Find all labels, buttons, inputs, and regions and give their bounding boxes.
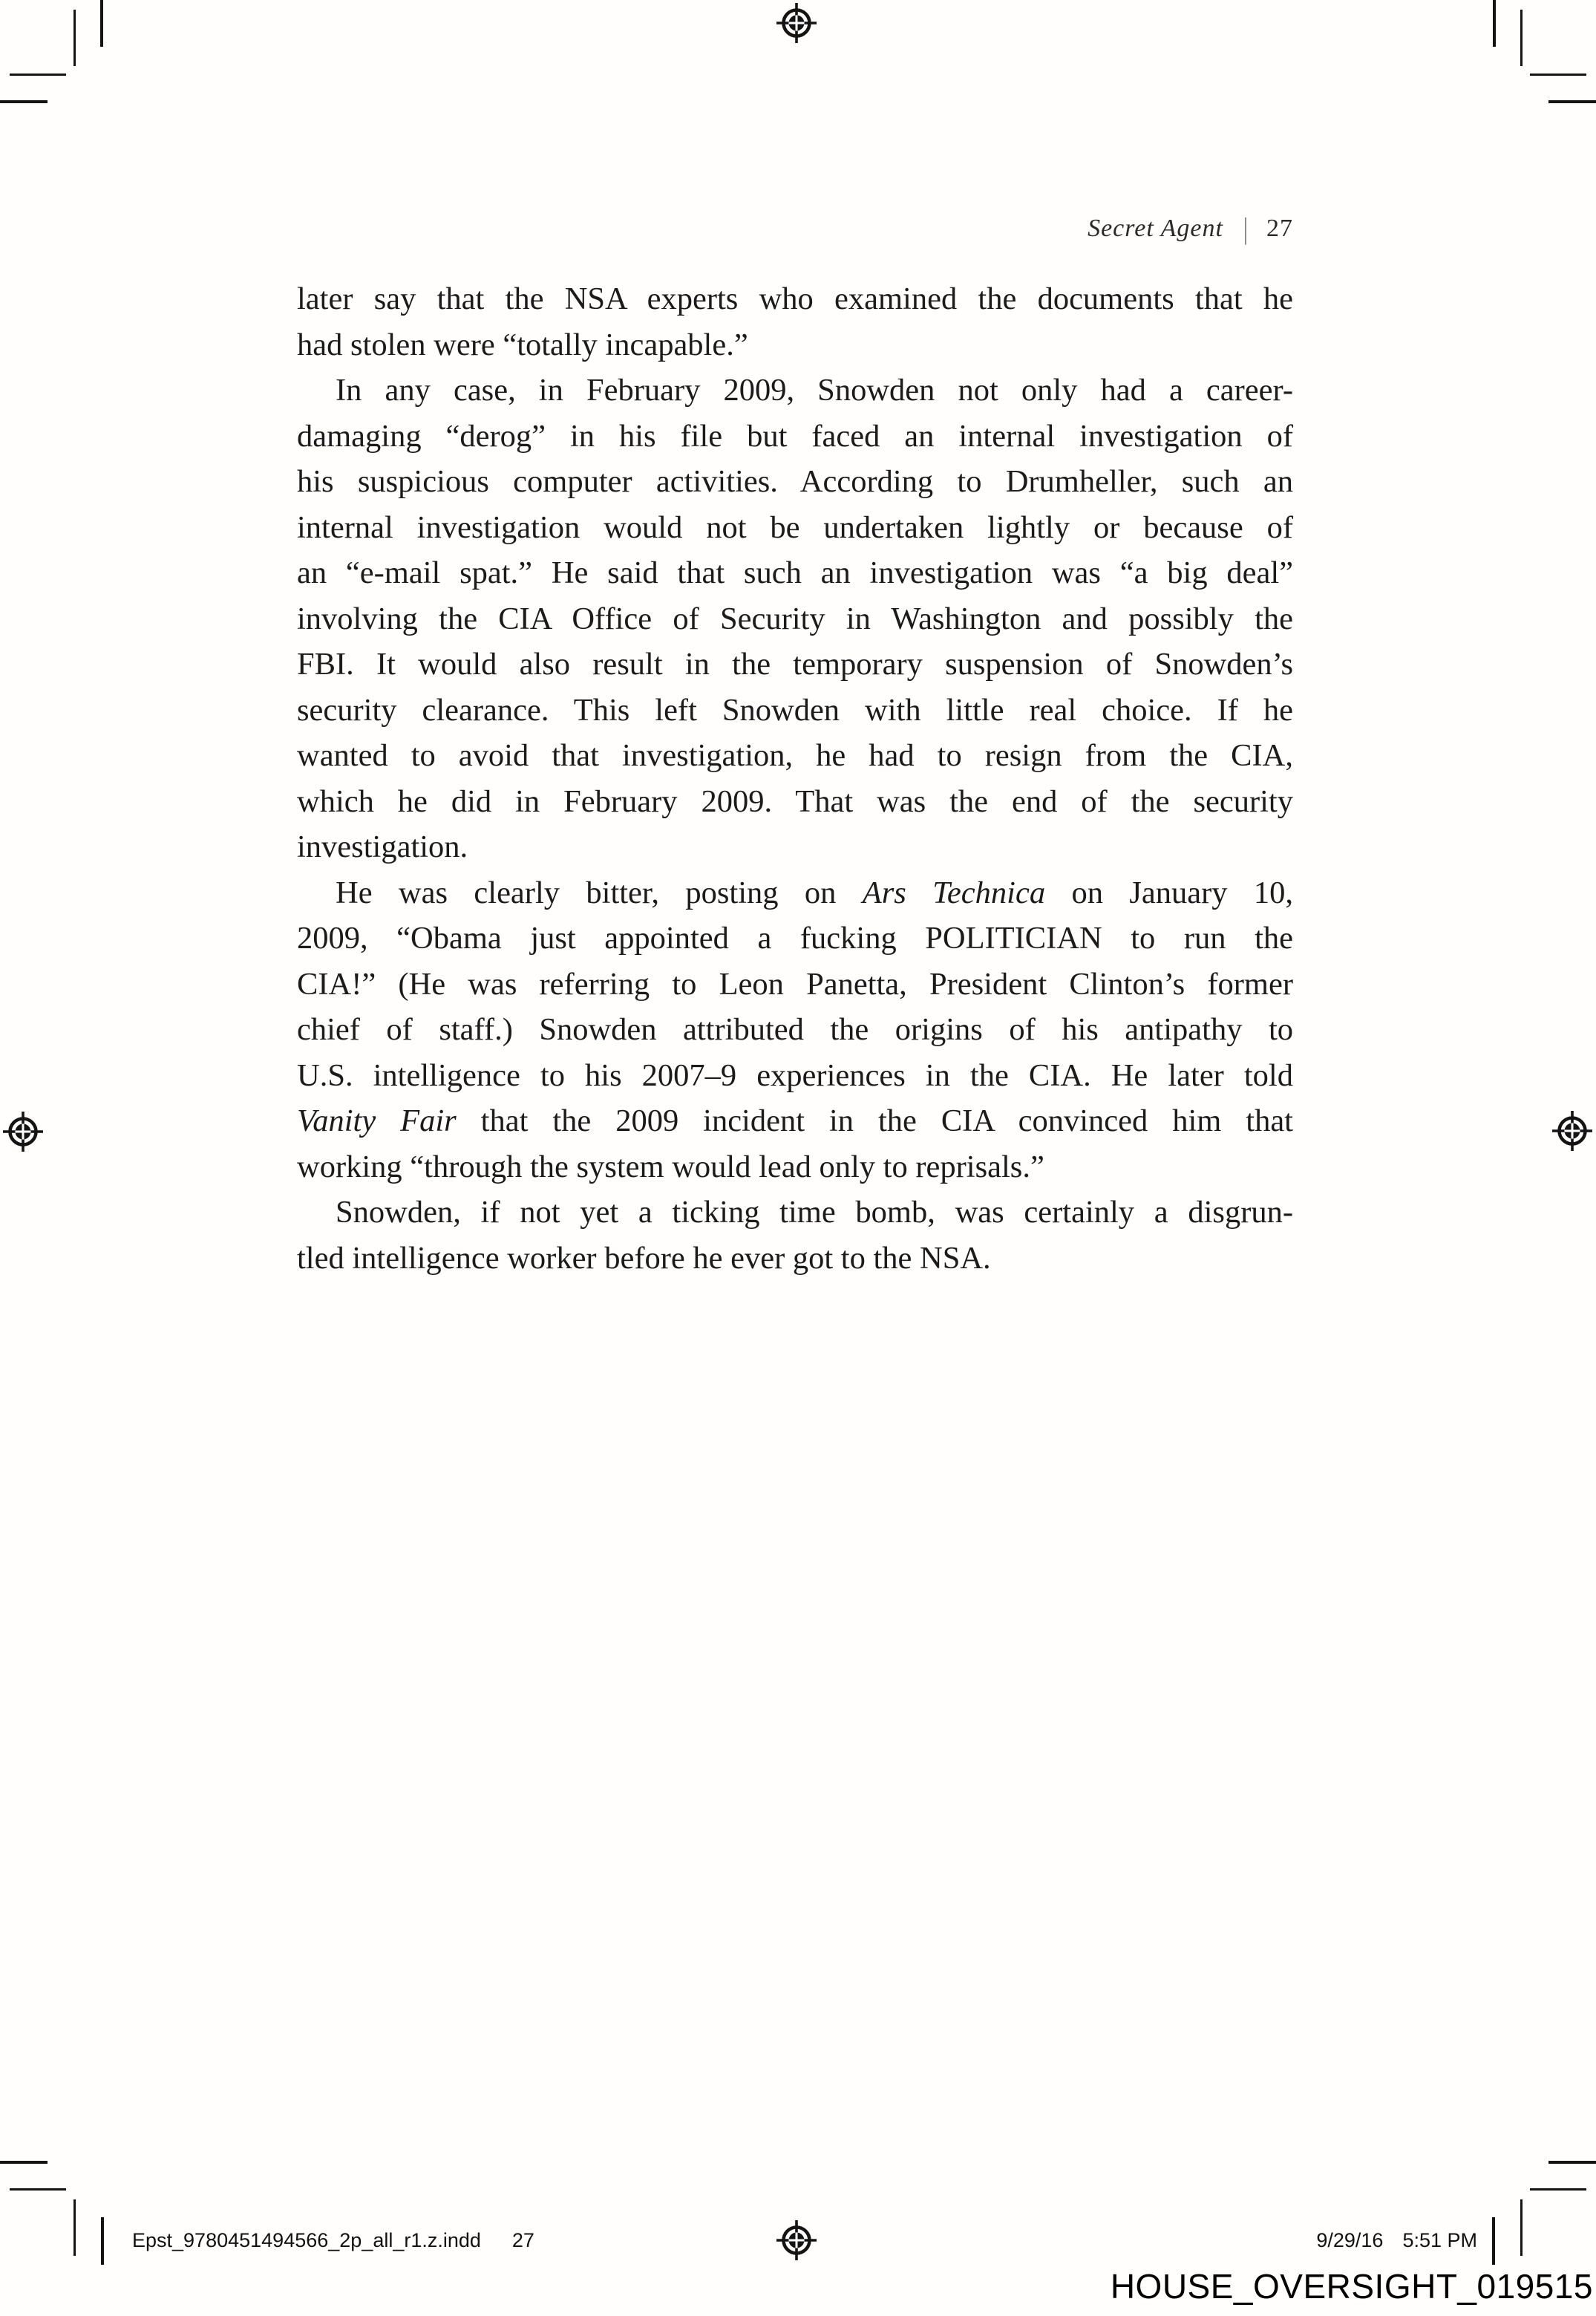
footer-file-page: 27 [511, 2229, 534, 2251]
body-text [297, 276, 1293, 1281]
text-segment: that the 2009 incident in the CIA convinced him that [456, 1103, 1293, 1138]
text-line [297, 1144, 1293, 1190]
text-segment: working “through the system would lead only to reprisals.” [297, 1149, 1044, 1184]
crop-mark-icon [73, 10, 76, 66]
text-line [297, 916, 1293, 962]
text-segment: He was clearly bitter, posting on [336, 875, 863, 910]
footer-file-info [132, 2229, 534, 2252]
text-segment: U.S. intelligence to his 2007–9 experiences in the CIA. He later told [297, 1057, 1293, 1093]
text-segment: In any case, in February 2009, Snowden not only had a career- [336, 373, 1293, 408]
text-segment: which he did in February 2009. That was the end of the security [297, 783, 1293, 819]
crop-mark-icon [73, 2199, 76, 2256]
crop-mark-icon [100, 0, 103, 47]
text-line [297, 550, 1293, 596]
text-segment: on January 10, [1045, 875, 1293, 910]
text-line [297, 596, 1293, 642]
running-head-title: Secret Agent [1088, 214, 1223, 242]
text-segment: involving the CIA Office of Security in Washington and possibly the [297, 601, 1293, 636]
registration-target-icon [1, 1109, 45, 1154]
text-segment: tled intelligence worker before he ever got to the NSA. [297, 1240, 991, 1276]
text-line [297, 276, 1293, 322]
crop-mark-icon [101, 2217, 104, 2265]
crop-mark-icon [1492, 2217, 1495, 2265]
text-line [297, 1190, 1293, 1236]
running-head [1088, 211, 1293, 246]
text-segment: Snowden, if not yet a ticking time bomb, was certainly a disgrun- [336, 1195, 1293, 1230]
crop-mark-icon [1520, 10, 1523, 66]
text-line [297, 962, 1293, 1008]
crop-mark-icon [0, 100, 48, 103]
crop-mark-icon [1520, 2199, 1523, 2256]
text-line [297, 505, 1293, 551]
text-line [297, 779, 1293, 825]
text-line [297, 414, 1293, 460]
text-line [297, 322, 1293, 368]
text-segment: FBI. It would also result in the temporary suspension of Snowden’s [297, 647, 1293, 682]
registration-target-icon [1550, 1109, 1595, 1153]
text-line [297, 642, 1293, 688]
text-segment: investigation. [297, 829, 468, 864]
text-segment: his suspicious computer activities. According to Drumheller, such an [297, 464, 1293, 499]
footer-file-name: Epst_9780451494566_2p_all_r1.z.indd [132, 2229, 481, 2251]
text-line [297, 688, 1293, 734]
footer-print-time: 5:51 PM [1402, 2229, 1477, 2251]
running-head-separator: | [1243, 212, 1248, 245]
crop-mark-icon [1530, 2188, 1586, 2191]
text-segment: damaging “derog” in his file but faced an internal investigation of [297, 418, 1293, 454]
text-segment: later say that the NSA experts who examined the documents that he [297, 281, 1293, 316]
text-line [297, 824, 1293, 870]
text-segment: internal investigation would not be undertaken lightly or because of [297, 509, 1293, 545]
text-line [297, 870, 1293, 916]
text-segment: 2009, “Obama just appointed a fucking POLITICIAN to run the [297, 921, 1293, 956]
text-segment: security clearance. This left Snowden with little real choice. If he [297, 692, 1293, 728]
crop-mark-icon [10, 74, 66, 76]
italic-text-segment: Ars Technica [862, 875, 1046, 910]
crop-mark-icon [1548, 2161, 1596, 2164]
text-line [297, 368, 1293, 414]
text-line [297, 459, 1293, 505]
crop-mark-icon [10, 2188, 66, 2191]
text-segment: CIA!” (He was referring to Leon Panetta, President Clinton’s former [297, 966, 1293, 1002]
text-segment: chief of staff.) Snowden attributed the origins of his antipathy to [297, 1012, 1293, 1047]
crop-mark-icon [1548, 100, 1596, 103]
italic-text-segment: Vanity Fair [297, 1103, 457, 1138]
text-segment: wanted to avoid that investigation, he had to resign from the CIA, [297, 738, 1293, 773]
text-line [297, 1007, 1293, 1053]
registration-target-icon [774, 1, 819, 45]
text-line [297, 1098, 1293, 1144]
crop-mark-icon [1530, 74, 1586, 76]
crop-mark-icon [0, 2161, 48, 2164]
page-number: 27 [1266, 214, 1293, 242]
text-line [297, 1236, 1293, 1282]
footer-print-date: 9/29/16 [1316, 2229, 1384, 2251]
footer-timestamp [1316, 2229, 1477, 2252]
text-line [297, 1053, 1293, 1099]
bates-stamp: HOUSE_OVERSIGHT_019515 [1110, 2267, 1593, 2306]
text-segment: had stolen were “totally incapable.” [297, 327, 748, 362]
crop-mark-icon [1493, 0, 1496, 47]
text-line [297, 733, 1293, 779]
text-segment: an “e-mail spat.” He said that such an investigation was “a big deal” [297, 555, 1293, 590]
registration-target-icon [774, 2218, 819, 2263]
